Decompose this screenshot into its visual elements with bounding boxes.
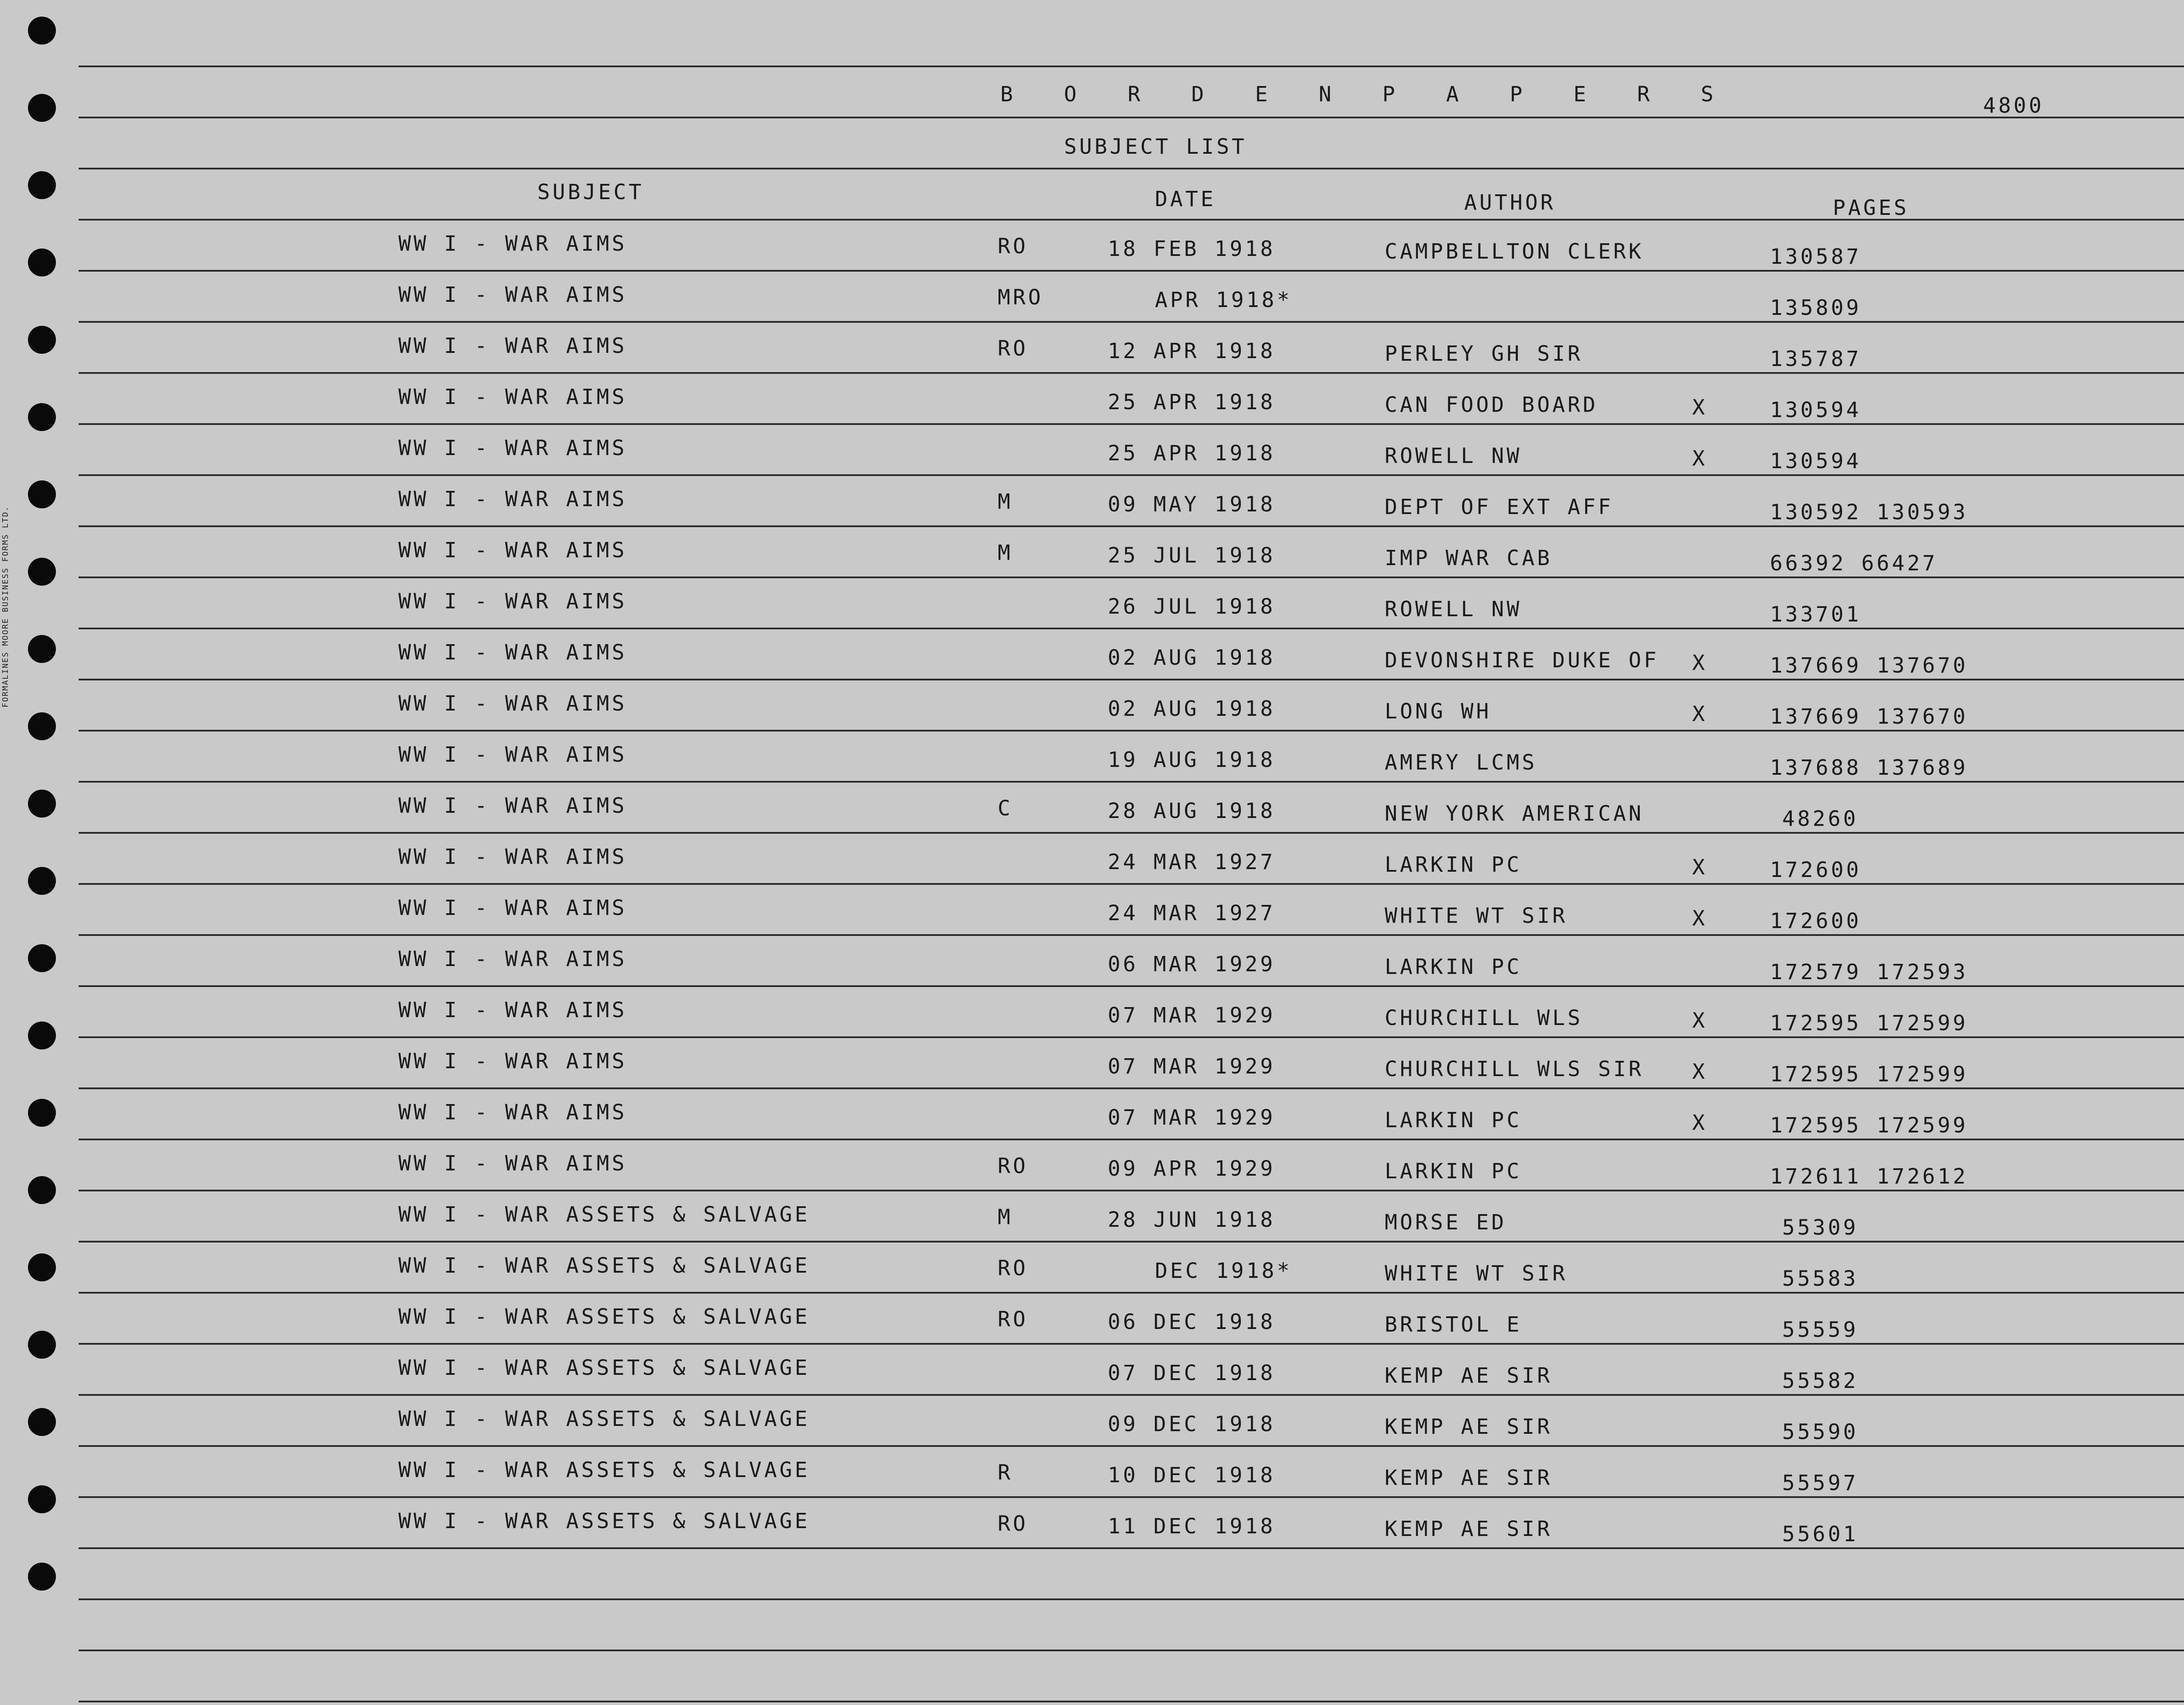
- cell-author: LARKIN PC: [1385, 1108, 1522, 1132]
- rule-line: [79, 1496, 2184, 1498]
- rule-line: [79, 1139, 2184, 1140]
- cell-pages: 172595 172599: [1770, 1011, 1968, 1035]
- cell-date: 02 AUG 1918: [1108, 645, 1275, 670]
- rule-line: [79, 1701, 2184, 1702]
- cell-pages: 55582: [1782, 1369, 1859, 1393]
- cell-author: KEMP AE SIR: [1385, 1466, 1552, 1490]
- feed-hole: [28, 1099, 56, 1127]
- cell-code: M: [998, 490, 1013, 514]
- cell-subject: WW I - WAR AIMS: [398, 283, 627, 307]
- rule-line: [79, 832, 2184, 834]
- column-header-date: DATE: [1155, 187, 1216, 211]
- cell-subject: WW I - WAR AIMS: [398, 742, 627, 767]
- cell-subject: WW I - WAR ASSETS & SALVAGE: [398, 1305, 810, 1329]
- subtitle: SUBJECT LIST: [1064, 135, 1247, 159]
- rule-line: [79, 679, 2184, 680]
- cell-pages: 130594: [1770, 449, 1862, 473]
- cell-subject: WW I - WAR AIMS: [398, 1100, 627, 1125]
- cell-x-mark: X: [1692, 702, 1707, 726]
- document-title: B O R D E N P A P E R S: [1000, 82, 1733, 107]
- rule-line: [79, 628, 2184, 629]
- cell-code: M: [998, 541, 1013, 565]
- cell-x-mark: X: [1692, 395, 1707, 420]
- rule-line: [79, 781, 2184, 783]
- rule-line: [79, 525, 2184, 527]
- cell-x-mark: X: [1692, 906, 1707, 931]
- rule-line: [79, 66, 2184, 67]
- cell-date: 09 MAY 1918: [1108, 492, 1275, 517]
- cell-code: RO: [998, 1256, 1028, 1280]
- rule-line: [79, 1241, 2184, 1243]
- cell-subject: WW I - WAR AIMS: [398, 487, 627, 511]
- cell-pages: 172595 172599: [1770, 1113, 1968, 1138]
- rule-line: [79, 270, 2184, 272]
- cell-x-mark: X: [1692, 1060, 1707, 1084]
- feed-hole: [28, 17, 56, 45]
- cell-date: APR 1918*: [1155, 288, 1292, 312]
- cell-date: 07 MAR 1929: [1108, 1054, 1275, 1079]
- cell-author: LARKIN PC: [1385, 1159, 1522, 1184]
- feed-hole: [28, 790, 56, 818]
- feed-hole: [28, 1022, 56, 1049]
- cell-date: 10 DEC 1918: [1108, 1463, 1275, 1488]
- feed-hole: [28, 171, 56, 199]
- cell-date: 11 DEC 1918: [1108, 1514, 1275, 1539]
- cell-date: 28 AUG 1918: [1108, 799, 1275, 823]
- cell-date: 09 APR 1929: [1108, 1156, 1275, 1181]
- cell-date: 12 APR 1918: [1108, 339, 1275, 363]
- cell-date: 19 AUG 1918: [1108, 748, 1275, 772]
- feed-hole: [28, 1408, 56, 1436]
- rule-line: [79, 321, 2184, 323]
- cell-author: AMERY LCMS: [1385, 750, 1537, 775]
- cell-x-mark: X: [1692, 1111, 1707, 1135]
- feed-hole: [28, 480, 56, 508]
- cell-subject: WW I - WAR AIMS: [398, 1151, 627, 1176]
- cell-author: ROWELL NW: [1385, 444, 1522, 468]
- cell-date: 18 FEB 1918: [1108, 237, 1275, 261]
- cell-author: BRISTOL E: [1385, 1312, 1522, 1337]
- rule-line: [79, 883, 2184, 885]
- rule-line: [79, 1343, 2184, 1345]
- rule-line: [79, 423, 2184, 425]
- cell-subject: WW I - WAR ASSETS & SALVAGE: [398, 1407, 810, 1431]
- cell-author: PERLEY GH SIR: [1385, 342, 1583, 366]
- feed-hole: [28, 1331, 56, 1359]
- cell-x-mark: X: [1692, 855, 1707, 880]
- cell-pages: 133701: [1770, 602, 1862, 627]
- cell-author: KEMP AE SIR: [1385, 1415, 1552, 1439]
- cell-pages: 55583: [1782, 1267, 1859, 1291]
- cell-subject: WW I - WAR AIMS: [398, 845, 627, 869]
- cell-pages: 172595 172599: [1770, 1062, 1968, 1087]
- rule-line: [79, 1292, 2184, 1294]
- feed-hole: [28, 1563, 56, 1591]
- rule-line: [79, 1650, 2184, 1651]
- cell-subject: WW I - WAR AIMS: [398, 896, 627, 920]
- rule-line: [79, 1036, 2184, 1038]
- cell-subject: WW I - WAR AIMS: [398, 385, 627, 409]
- cell-author: CAMPBELLTON CLERK: [1385, 239, 1644, 264]
- cell-pages: 130594: [1770, 398, 1862, 422]
- cell-date: 25 JUL 1918: [1108, 543, 1275, 568]
- cell-code: MRO: [998, 285, 1044, 310]
- cell-x-mark: X: [1692, 1008, 1707, 1033]
- cell-author: CHURCHILL WLS: [1385, 1006, 1583, 1030]
- rule-line: [79, 168, 2184, 169]
- cell-author: DEPT OF EXT AFF: [1385, 495, 1614, 519]
- cell-subject: WW I - WAR AIMS: [398, 589, 627, 614]
- cell-pages: 48260: [1782, 807, 1859, 831]
- cell-subject: WW I - WAR AIMS: [398, 794, 627, 818]
- feed-hole: [28, 1253, 56, 1281]
- cell-author: CHURCHILL WLS SIR: [1385, 1057, 1644, 1081]
- cell-pages: 55309: [1782, 1215, 1859, 1240]
- rule-line: [79, 934, 2184, 936]
- cell-subject: WW I - WAR ASSETS & SALVAGE: [398, 1458, 810, 1482]
- cell-subject: WW I - WAR AIMS: [398, 436, 627, 460]
- cell-date: 26 JUL 1918: [1108, 594, 1275, 619]
- cell-code: RO: [998, 1512, 1028, 1536]
- rule-line: [79, 474, 2184, 476]
- cell-subject: WW I - WAR ASSETS & SALVAGE: [398, 1509, 810, 1533]
- cell-author: KEMP AE SIR: [1385, 1517, 1552, 1541]
- cell-pages: 172600: [1770, 858, 1862, 882]
- cell-pages: 137669 137670: [1770, 653, 1968, 678]
- cell-code: RO: [998, 234, 1028, 259]
- cell-author: KEMP AE SIR: [1385, 1363, 1552, 1388]
- cell-date: 02 AUG 1918: [1108, 697, 1275, 721]
- rule-line: [79, 730, 2184, 732]
- cell-pages: 135809: [1770, 296, 1862, 320]
- cell-pages: 172611 172612: [1770, 1164, 1968, 1189]
- cell-author: DEVONSHIRE DUKE OF: [1385, 648, 1659, 673]
- cell-author: LARKIN PC: [1385, 955, 1522, 979]
- rule-line: [79, 1087, 2184, 1089]
- feed-hole: [28, 94, 56, 122]
- cell-code: RO: [998, 336, 1028, 361]
- cell-code: C: [998, 796, 1013, 821]
- cell-author: ROWELL NW: [1385, 597, 1522, 621]
- cell-date: 24 MAR 1927: [1108, 850, 1275, 874]
- cell-date: 28 JUN 1918: [1108, 1208, 1275, 1232]
- cell-pages: 172600: [1770, 909, 1862, 933]
- feed-hole: [28, 403, 56, 431]
- cell-date: 07 MAR 1929: [1108, 1105, 1275, 1130]
- rule-line: [79, 117, 2184, 118]
- rule-line: [79, 372, 2184, 374]
- cell-x-mark: X: [1692, 651, 1707, 675]
- feed-hole: [28, 944, 56, 972]
- cell-author: LONG WH: [1385, 699, 1492, 724]
- cell-date: 25 APR 1918: [1108, 390, 1275, 414]
- cell-subject: WW I - WAR AIMS: [398, 1049, 627, 1073]
- cell-author: WHITE WT SIR: [1385, 904, 1568, 928]
- feed-hole: [28, 1485, 56, 1513]
- feed-hole: [28, 635, 56, 663]
- cell-pages: 130587: [1770, 245, 1862, 269]
- cell-code: M: [998, 1205, 1013, 1229]
- cell-pages: 55590: [1782, 1420, 1859, 1444]
- cell-subject: WW I - WAR ASSETS & SALVAGE: [398, 1253, 810, 1278]
- cell-pages: 55597: [1782, 1471, 1859, 1495]
- cell-code: RO: [998, 1154, 1028, 1178]
- cell-subject: WW I - WAR AIMS: [398, 640, 627, 665]
- feed-hole: [28, 867, 56, 895]
- margin-printer-text: FORMALINES MOORE BUSINESS FORMS LTD.: [1, 505, 10, 708]
- cell-date: 24 MAR 1927: [1108, 901, 1275, 925]
- cell-date: DEC 1918*: [1155, 1259, 1292, 1283]
- cell-author: CAN FOOD BOARD: [1385, 393, 1598, 417]
- rule-line: [79, 576, 2184, 578]
- cell-date: 07 MAR 1929: [1108, 1003, 1275, 1028]
- cell-author: MORSE ED: [1385, 1210, 1507, 1235]
- rule-line: [79, 1394, 2184, 1396]
- cell-subject: WW I - WAR AIMS: [398, 947, 627, 971]
- cell-subject: WW I - WAR AIMS: [398, 691, 627, 716]
- cell-date: 09 DEC 1918: [1108, 1412, 1275, 1436]
- rule-line: [79, 1547, 2184, 1549]
- feed-hole: [28, 558, 56, 586]
- feed-hole: [28, 712, 56, 740]
- feed-hole: [28, 326, 56, 354]
- cell-author: LARKIN PC: [1385, 852, 1522, 877]
- column-header-pages: PAGES: [1833, 196, 1909, 220]
- cell-pages: 66392 66427: [1770, 551, 1938, 576]
- cell-pages: 135787: [1770, 347, 1862, 371]
- cell-subject: WW I - WAR AIMS: [398, 334, 627, 358]
- cell-date: 06 MAR 1929: [1108, 952, 1275, 977]
- cell-code: R: [998, 1460, 1013, 1485]
- cell-code: RO: [998, 1307, 1028, 1332]
- cell-subject: WW I - WAR AIMS: [398, 998, 627, 1022]
- cell-x-mark: X: [1692, 446, 1707, 471]
- rule-line: [79, 1445, 2184, 1447]
- cell-author: WHITE WT SIR: [1385, 1261, 1568, 1286]
- cell-date: 06 DEC 1918: [1108, 1310, 1275, 1334]
- cell-author: IMP WAR CAB: [1385, 546, 1552, 570]
- cell-pages: 172579 172593: [1770, 960, 1968, 984]
- cell-subject: WW I - WAR ASSETS & SALVAGE: [398, 1202, 810, 1227]
- cell-subject: WW I - WAR AIMS: [398, 538, 627, 563]
- rule-line: [79, 1190, 2184, 1191]
- cell-subject: WW I - WAR AIMS: [398, 231, 627, 256]
- column-header-author: AUTHOR: [1464, 190, 1556, 215]
- feed-hole: [28, 1176, 56, 1204]
- cell-date: 25 APR 1918: [1108, 441, 1275, 466]
- column-header-subject: SUBJECT: [537, 180, 644, 204]
- cell-pages: 55559: [1782, 1318, 1859, 1342]
- cell-pages: 137688 137689: [1770, 756, 1968, 780]
- cell-pages: 130592 130593: [1770, 500, 1968, 525]
- cell-pages: 137669 137670: [1770, 704, 1968, 729]
- rule-line: [79, 985, 2184, 987]
- page-number: 4800: [1983, 93, 2044, 118]
- cell-date: 07 DEC 1918: [1108, 1361, 1275, 1385]
- rule-line: [79, 1598, 2184, 1600]
- cell-author: NEW YORK AMERICAN: [1385, 801, 1644, 826]
- cell-subject: WW I - WAR ASSETS & SALVAGE: [398, 1356, 810, 1380]
- feed-hole: [28, 249, 56, 276]
- cell-pages: 55601: [1782, 1522, 1859, 1546]
